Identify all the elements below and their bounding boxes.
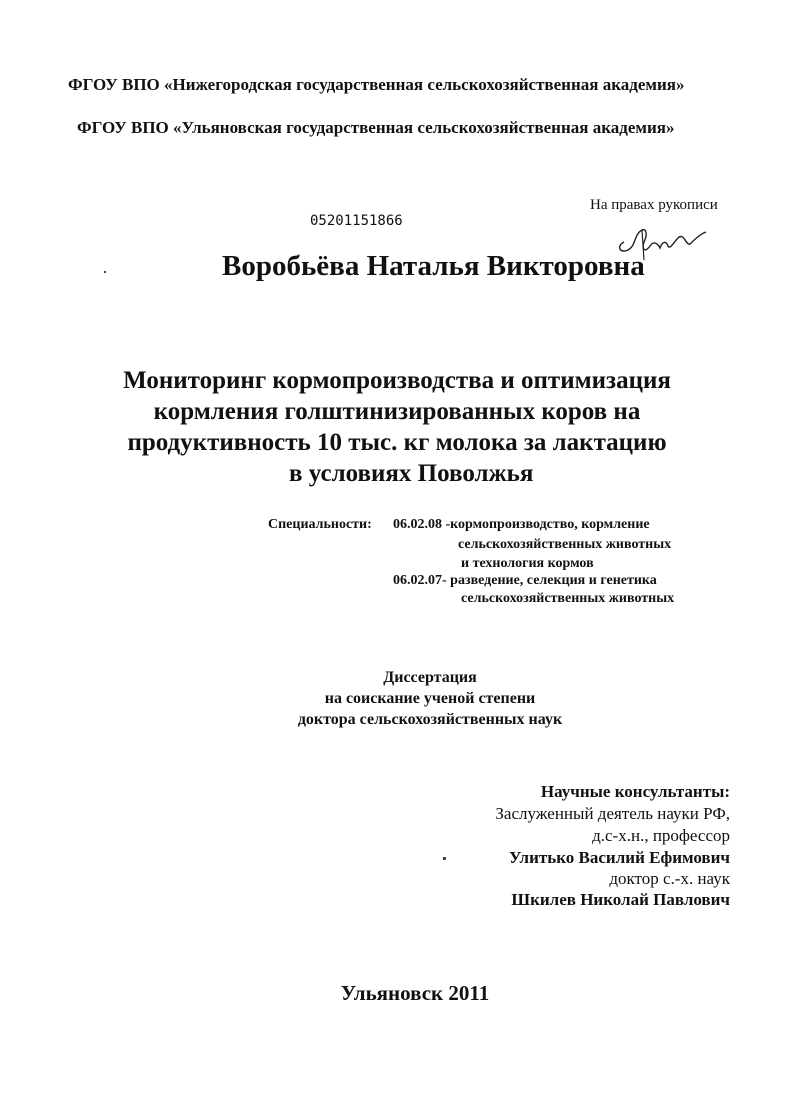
speck-dot (104, 271, 106, 273)
specialty-1-line-2: сельскохозяйственных животных (458, 537, 672, 552)
consultant-1-name: Улитько Василий Ефимович (509, 848, 730, 867)
speck-dot (443, 857, 446, 860)
specialty-1-line-3: и технология кормов (461, 556, 594, 571)
consultant-2-degree: доктор с.-х. наук (609, 869, 730, 888)
specialty-2-line-1: 06.02.07- разведение, селекция и генетика (393, 573, 657, 588)
title-line-1: Мониторинг кормопроизводства и оптимизация (123, 367, 671, 394)
manuscript-note: На правах рукописи (590, 197, 718, 213)
title-line-3: продуктивность 10 тыс. кг молока за лактацию (127, 429, 667, 456)
organization-2: ФГОУ ВПО «Ульяновская государственная сельскохозяйственная академия» (77, 118, 675, 137)
city-year: Ульяновск 2011 (340, 981, 490, 1005)
consultant-2-name: Шкилев Николай Павлович (511, 890, 730, 909)
specialty-2-line-2: сельскохозяйственных животных (461, 591, 675, 606)
consultants-heading: Научные консультанты: (540, 782, 730, 801)
specialty-1-line-1: 06.02.08 -кормопроизводство, кормление (393, 517, 650, 532)
catalog-number: 05201151866 (310, 213, 403, 229)
dissertation-heading: Диссертация (383, 669, 477, 686)
organization-1: ФГОУ ВПО «Нижегородская государственная сельскохозяйственная академия» (68, 75, 685, 94)
consultant-1-degree: д.с-х.н., профессор (592, 826, 730, 845)
specialties-label: Специальности: (268, 517, 372, 532)
consultant-1-title: Заслуженный деятель науки РФ, (495, 804, 730, 823)
dissertation-degree: на соискание ученой степени (324, 690, 536, 707)
title-line-2: кормления голштинизированных коров на (153, 398, 641, 425)
dissertation-field: доктора сельскохозяйственных наук (297, 711, 563, 728)
author-name: Воробьёва Наталья Викторовна (222, 250, 645, 282)
title-line-4: в условиях Поволжья (289, 460, 534, 487)
